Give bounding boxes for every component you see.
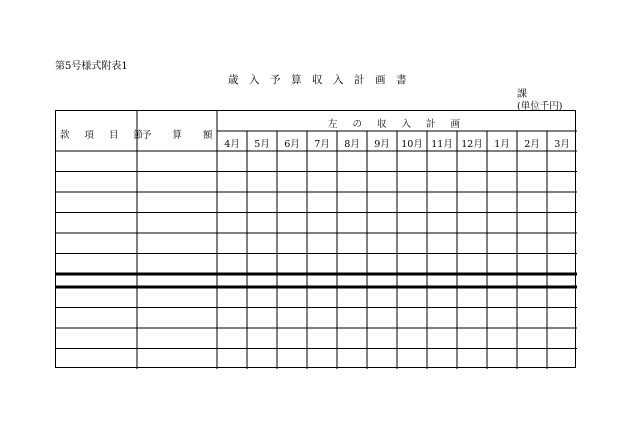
- revenue-plan-header: 左の収入計画: [328, 119, 476, 130]
- department-label: 課: [517, 89, 527, 100]
- month-header-cell: 11月: [431, 139, 453, 150]
- month-header-cell: 10月: [401, 139, 423, 150]
- month-header-cell: 2月: [524, 139, 540, 150]
- month-header-cell: 5月: [254, 139, 270, 150]
- form-number: 第5号様式附表1: [55, 61, 128, 72]
- month-header-cell: 6月: [284, 139, 300, 150]
- unit-label: (単位千円): [517, 101, 563, 112]
- month-header-cell: 12月: [461, 139, 483, 150]
- month-header-cell: 1月: [494, 139, 510, 150]
- month-header-cell: 4月: [224, 139, 240, 150]
- budget-amount-header: 予算額: [142, 130, 234, 141]
- month-header-cell: 9月: [374, 139, 390, 150]
- item-category-header: 款項目節: [60, 130, 159, 141]
- month-header-cell: 8月: [344, 139, 360, 150]
- document-title: 歳入予算収入計画書: [228, 74, 417, 86]
- month-header-cell: 3月: [554, 139, 570, 150]
- revenue-plan-table: [55, 110, 576, 368]
- month-header-cell: 7月: [314, 139, 330, 150]
